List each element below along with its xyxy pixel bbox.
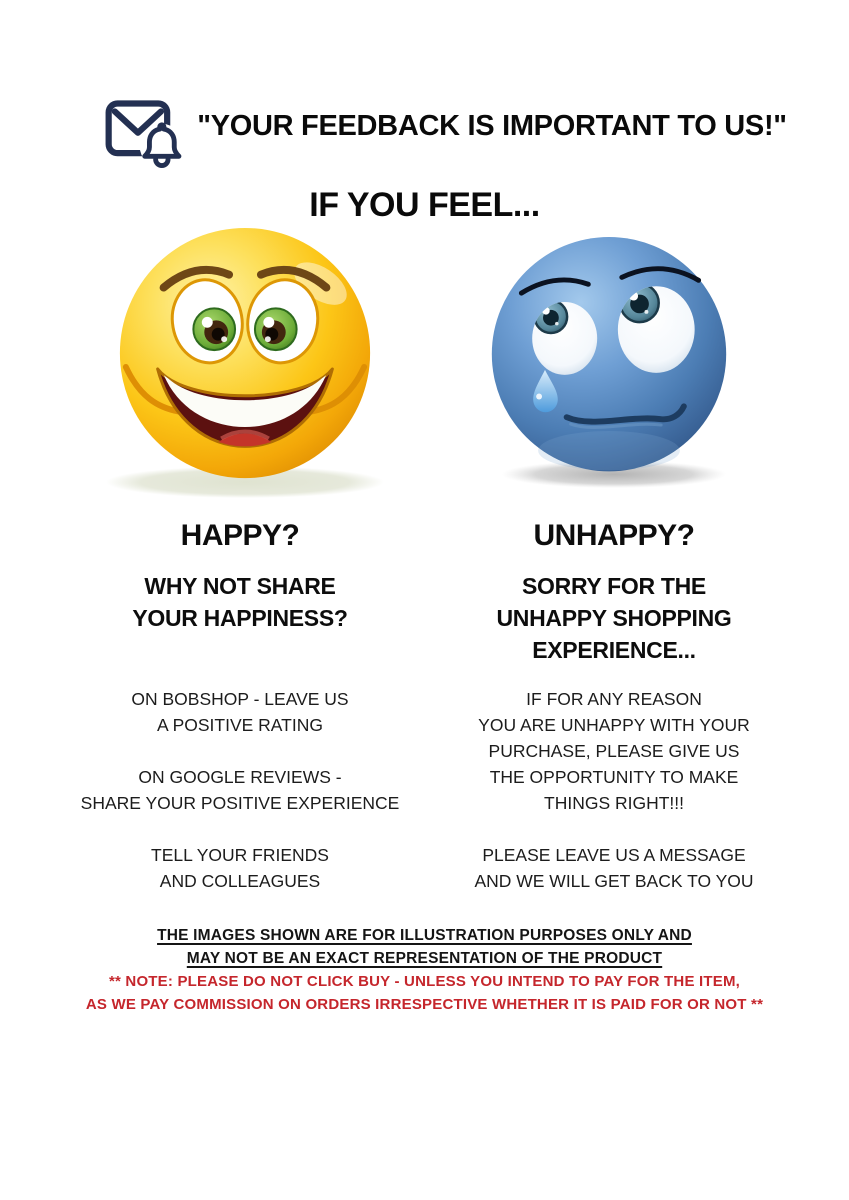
disclaimer-text: THE IMAGES SHOWN ARE FOR ILLUSTRATION PURPOSES ONLY AND (157, 927, 692, 944)
body-line: SHARE YOUR POSITIVE EXPERIENCE (80, 793, 400, 813)
body-line: IF FOR ANY REASON (526, 689, 702, 709)
footer-disclaimer (0, 924, 849, 1016)
body-line: AND WE WILL GET BACK TO YOU (474, 871, 754, 891)
unhappy-heading: UNHAPPY? (533, 519, 695, 552)
commission-note-line: ** NOTE: PLEASE DO NOT CLICK BUY - UNLESS YOU INTEND TO PAY FOR THE ITEM, (108, 973, 741, 990)
happy-paragraph (48, 686, 432, 738)
commission-note-line: AS WE PAY COMMISSION ON ORDERS IRRESPECTIVE WHETHER IT IS PAID FOR OR NOT ** (85, 996, 764, 1013)
happy-heading: HAPPY? (180, 519, 300, 552)
unhappy-subheading (424, 570, 804, 666)
unhappy-paragraph (424, 686, 804, 816)
body-line: A POSITIVE RATING (157, 715, 323, 735)
happy-body (48, 686, 432, 920)
happy-smiley-emoji (96, 226, 394, 504)
intro-title: IF YOU FEEL... (309, 186, 540, 224)
mail-notification-icon (100, 92, 190, 170)
body-line: AND COLLEAGUES (159, 871, 321, 891)
disclaimer-text: MAY NOT BE AN EXACT REPRESENTATION OF THE PRODUCT (186, 950, 663, 967)
disclaimer-line (0, 947, 849, 970)
unhappy-subheading-line: UNHAPPY SHOPPING (496, 605, 732, 631)
happy-paragraph (48, 764, 432, 816)
disclaimer-line (0, 924, 849, 947)
happy-paragraph (48, 842, 432, 894)
happy-subheading-line: WHY NOT SHARE (144, 573, 336, 599)
body-line: PLEASE LEAVE US A MESSAGE (482, 845, 746, 865)
body-line: TELL YOUR FRIENDS (151, 845, 329, 865)
body-line: PURCHASE, PLEASE GIVE US (488, 741, 740, 761)
body-line: THE OPPORTUNITY TO MAKE (489, 767, 739, 787)
happy-subheading (48, 570, 432, 634)
unhappy-column (424, 518, 804, 908)
unhappy-subheading-line: EXPERIENCE... (532, 637, 696, 663)
happy-subheading-line: YOUR HAPPINESS? (132, 605, 348, 631)
unhappy-subheading-line: SORRY FOR THE (522, 573, 706, 599)
body-line: ON BOBSHOP - LEAVE US (131, 689, 349, 709)
sad-blue-emoji (476, 236, 742, 494)
unhappy-body (424, 686, 804, 920)
page-title: "YOUR FEEDBACK IS IMPORTANT TO US!" (197, 110, 787, 142)
happy-column (48, 518, 432, 908)
body-line: YOU ARE UNHAPPY WITH YOUR (478, 715, 750, 735)
body-line: ON GOOGLE REVIEWS - (138, 767, 342, 787)
body-line: THINGS RIGHT!!! (544, 793, 684, 813)
unhappy-paragraph (424, 842, 804, 894)
